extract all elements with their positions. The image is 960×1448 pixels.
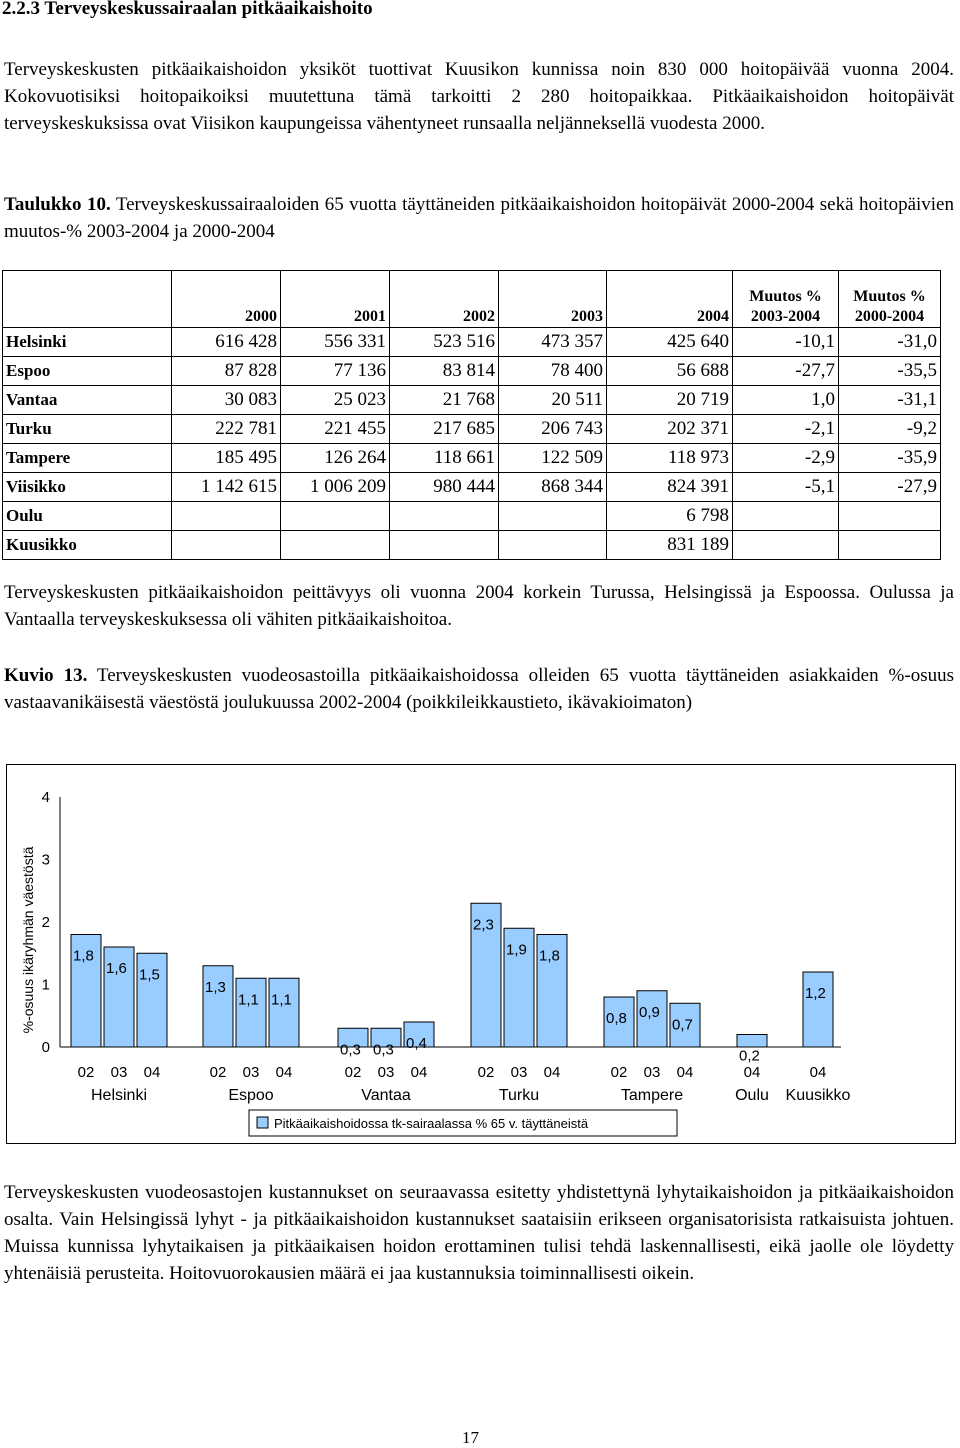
table-cell: -31,1 — [839, 386, 941, 415]
x-tick-label: 02 — [209, 1064, 227, 1081]
table-row-label: Vantaa — [3, 386, 172, 415]
table-cell: 222 781 — [172, 415, 281, 444]
table-row-label: Tampere — [3, 444, 172, 473]
bar-value-label: 2,3 — [473, 916, 494, 934]
table-column-header: Muutos % 2000-2004 — [839, 271, 941, 328]
middle-paragraph: Terveyskeskusten pitkäaikaishoidon peittävyys oli vuonna 2004 korkein Turussa, Helsingissä ja Espoossa. Oulussa ja Vantaalla terveyskeskuksessa oli vähiten pitkäaikaishoitoa. — [4, 582, 954, 630]
x-group-label: Tampere — [620, 1087, 684, 1104]
chart-bar — [803, 972, 833, 1047]
table-row-label: Espoo — [3, 357, 172, 386]
table-cell — [281, 502, 390, 531]
figure-caption — [4, 662, 954, 716]
table-cell — [172, 502, 281, 531]
bar-value-label: 1,1 — [271, 991, 292, 1009]
table-cell: -9,2 — [839, 415, 941, 444]
intro-paragraph: Terveyskeskusten pitkäaikaishoidon yksiköt tuottivat Kuusikon kunnissa noin 830 000 hoitopäivää vuonna 2004. Kokovuotisiksi hoitopaikoiksi muutettuna tämä tarkoitti 2 280 hoitopaikkaa. Pitkäaikaishoidon hoitopäivät terveyskeskuksissa ovat Viisikon kaupungeissa vähentyneet runsaalla neljänneksellä vuodesta 2000. — [4, 59, 954, 134]
table-cell: -27,7 — [733, 357, 839, 386]
table-cell: -2,1 — [733, 415, 839, 444]
table-cell: 217 685 — [390, 415, 499, 444]
table-caption — [4, 191, 954, 245]
table-cell: 425 640 — [607, 328, 733, 357]
bar-value-label: 0,3 — [373, 1041, 394, 1059]
x-tick-label: 04 — [143, 1064, 161, 1081]
table-row — [3, 328, 941, 357]
x-tick-label: 04 — [275, 1064, 293, 1081]
table-cell: 824 391 — [607, 473, 733, 502]
chart-bar — [737, 1035, 767, 1048]
table-cell: 1,0 — [733, 386, 839, 415]
table-row-label: Oulu — [3, 502, 172, 531]
table-cell: 21 768 — [390, 386, 499, 415]
table-cell: 206 743 — [499, 415, 607, 444]
x-tick-label: 03 — [510, 1064, 528, 1081]
x-tick-label: 03 — [377, 1064, 395, 1081]
table-column-header: 2002 — [390, 271, 499, 328]
x-tick-label: 02 — [77, 1064, 95, 1081]
bar-value-label: 1,3 — [205, 978, 226, 996]
table-cell: -31,0 — [839, 328, 941, 357]
x-group-label: Turku — [498, 1087, 540, 1104]
table-cell — [172, 531, 281, 560]
legend-label: Pitkäaikaishoidossa tk-sairaalassa % 65 v. täyttäneistä — [274, 1116, 589, 1131]
table-cell: 118 973 — [607, 444, 733, 473]
table-cell: 56 688 — [607, 357, 733, 386]
closing-paragraph: Terveyskeskusten vuodeosastojen kustannukset on seuraavassa esitetty yhdistettynä lyhytaikaishoidon ja pitkäaikaishoidon osalta. Vain Helsingissä lyhyt - ja pitkäaikaishoidon kustannukset saataisiin erikseen organisatorisista ratkaisuista johtuen. Muissa kunnissa lyhytaikaisen ja pitkäaikaisen hoidon erottaminen tulisi tehdä laskennallisesti, eikä jaolle ole löydetty yhtenäisiä perusteita. Hoitovuorokausien määrä ei jaa kustannuksia toiminnallisesti oikein. — [4, 1182, 954, 1284]
x-tick-label: 04 — [809, 1064, 827, 1081]
x-group-label: Vantaa — [361, 1087, 411, 1104]
y-tick-label: 3 — [41, 851, 50, 869]
table-row-label: Viisikko — [3, 473, 172, 502]
table-cell: 122 509 — [499, 444, 607, 473]
bar-value-label: 1,5 — [139, 966, 160, 984]
x-group-label: Helsinki — [90, 1087, 148, 1104]
table-row-label: Helsinki — [3, 328, 172, 357]
table-cell: 6 798 — [607, 502, 733, 531]
table-cell: 831 189 — [607, 531, 733, 560]
table-cell: -35,9 — [839, 444, 941, 473]
figure-caption-label: Kuvio 13. — [4, 665, 88, 686]
table-header-row — [3, 271, 941, 328]
table-cell — [390, 531, 499, 560]
table-cell: 1 006 209 — [281, 473, 390, 502]
table-cell: -5,1 — [733, 473, 839, 502]
bar-value-label: 0,4 — [406, 1035, 427, 1052]
y-tick-label: 2 — [41, 914, 50, 931]
bar-value-label: 1,8 — [539, 947, 560, 965]
x-tick-label: 02 — [477, 1064, 495, 1081]
table-cell: -27,9 — [839, 473, 941, 502]
y-tick-label: 1 — [41, 976, 50, 994]
bar-value-label: 1,9 — [506, 941, 527, 959]
care-days-table — [2, 270, 941, 560]
table-corner-cell — [3, 271, 172, 328]
y-tick-label: 0 — [41, 1039, 50, 1056]
table-cell: 77 136 — [281, 357, 390, 386]
table-cell: 83 814 — [390, 357, 499, 386]
x-tick-label: 02 — [610, 1064, 628, 1081]
table-cell: 473 357 — [499, 328, 607, 357]
table-cell: 25 023 — [281, 386, 390, 415]
x-tick-label: 03 — [110, 1064, 128, 1081]
table-cell: -2,9 — [733, 444, 839, 473]
table-cell: 185 495 — [172, 444, 281, 473]
table-cell: 118 661 — [390, 444, 499, 473]
table-cell: 980 444 — [390, 473, 499, 502]
table-cell: 202 371 — [607, 415, 733, 444]
chart-bar — [269, 978, 299, 1047]
table-cell — [733, 502, 839, 531]
table-caption-text: Terveyskeskussairaaloiden 65 vuotta täyttäneiden pitkäaikaishoidon hoitopäivät 2000-2004 sekä hoitopäivien muutos-% 2003-2004 ja 2000-2004 — [4, 194, 954, 242]
x-tick-label: 04 — [543, 1064, 561, 1081]
table-cell — [499, 531, 607, 560]
bar-value-label: 0,7 — [672, 1016, 693, 1034]
x-tick-label: 04 — [743, 1064, 761, 1081]
x-group-label: Oulu — [735, 1087, 769, 1104]
table-cell: -10,1 — [733, 328, 839, 357]
table-row — [3, 386, 941, 415]
x-group-label: Espoo — [228, 1087, 274, 1104]
table-column-header: 2003 — [499, 271, 607, 328]
table-row — [3, 473, 941, 502]
table-cell: 556 331 — [281, 328, 390, 357]
bar-chart — [6, 764, 956, 1144]
bar-value-label: 0,9 — [639, 1003, 660, 1021]
table-cell: 523 516 — [390, 328, 499, 357]
table-cell — [390, 502, 499, 531]
bar-value-label: 1,8 — [73, 947, 94, 965]
table-row — [3, 357, 941, 386]
bar-value-label: 0,3 — [340, 1041, 361, 1059]
x-tick-label: 04 — [676, 1064, 694, 1081]
table-caption-label: Taulukko 10. — [4, 194, 111, 215]
page-number: 17 — [462, 1428, 479, 1447]
table-cell: 616 428 — [172, 328, 281, 357]
bar-value-label: 1,1 — [238, 991, 259, 1009]
table-row — [3, 444, 941, 473]
bar-value-label: 0,8 — [606, 1010, 627, 1027]
bar-value-label: 1,6 — [106, 960, 127, 977]
bar-value-label: 1,2 — [805, 985, 826, 1002]
legend-swatch — [257, 1117, 268, 1128]
table-column-header: 2000 — [172, 271, 281, 328]
table-column-header: 2004 — [607, 271, 733, 328]
table-cell: 87 828 — [172, 357, 281, 386]
table-row — [3, 415, 941, 444]
table-cell: 221 455 — [281, 415, 390, 444]
table-column-header: Muutos % 2003-2004 — [733, 271, 839, 328]
table-cell: 1 142 615 — [172, 473, 281, 502]
table-row-label: Kuusikko — [3, 531, 172, 560]
table-row-label: Turku — [3, 415, 172, 444]
table-row — [3, 502, 941, 531]
table-row — [3, 531, 941, 560]
section-heading: 2.2.3 Terveyskeskussairaalan pitkäaikaishoito — [2, 0, 373, 19]
chart-bar — [236, 978, 266, 1047]
x-tick-label: 03 — [242, 1064, 260, 1081]
table-cell — [839, 502, 941, 531]
figure-caption-text: Terveyskeskusten vuodeosastoilla pitkäaikaishoidossa olleiden 65 vuotta täyttäneiden asiakkaiden %-osuus vastaavanikäisestä väestöstä joulukuussa 2002-2004 (poikkileikkaustieto, ikävakioimaton) — [4, 665, 954, 713]
table-cell — [281, 531, 390, 560]
table-cell: 126 264 — [281, 444, 390, 473]
table-cell: 868 344 — [499, 473, 607, 502]
x-tick-label: 02 — [344, 1064, 362, 1081]
bar-value-label: 0,2 — [739, 1047, 760, 1065]
table-cell: 20 719 — [607, 386, 733, 415]
x-group-label: Kuusikko — [785, 1087, 851, 1104]
x-tick-label: 03 — [643, 1064, 661, 1081]
y-tick-label: 4 — [41, 789, 50, 806]
table-cell — [733, 531, 839, 560]
table-cell — [839, 531, 941, 560]
table-cell: 20 511 — [499, 386, 607, 415]
table-cell: -35,5 — [839, 357, 941, 386]
table-cell: 30 083 — [172, 386, 281, 415]
table-column-header: 2001 — [281, 271, 390, 328]
y-axis-title: %-osuus ikäryhmän väestöstä — [20, 846, 36, 1034]
x-tick-label: 04 — [410, 1064, 428, 1081]
table-cell — [499, 502, 607, 531]
table-cell: 78 400 — [499, 357, 607, 386]
